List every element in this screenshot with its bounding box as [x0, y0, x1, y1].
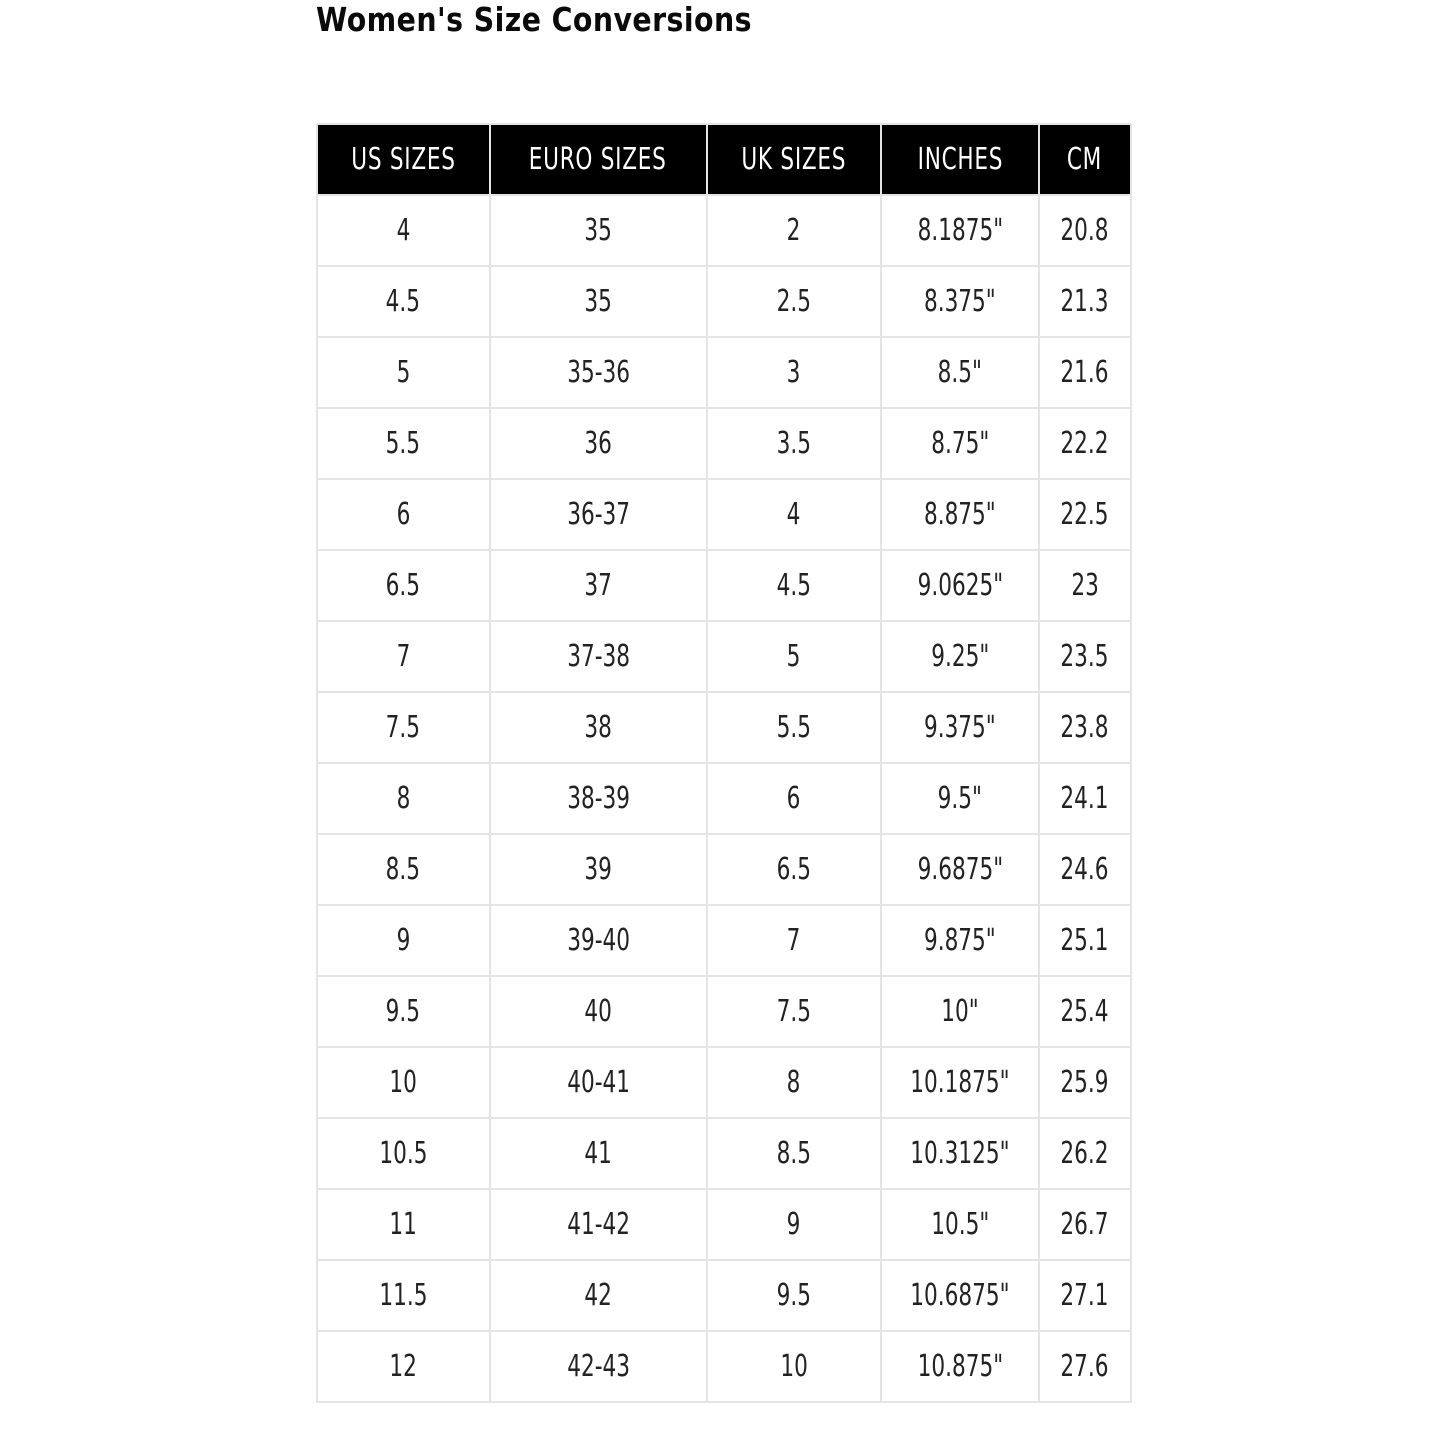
header-inches: INCHES — [881, 124, 1038, 195]
cell-value: 21.6 — [1060, 355, 1109, 390]
cell-uk-size — [707, 976, 882, 1047]
cell-inches — [881, 479, 1038, 550]
cell-value: 12 — [389, 1349, 418, 1384]
cell-euro-size — [490, 1118, 707, 1189]
cell-value: 37 — [584, 568, 612, 603]
table-row — [317, 1331, 1131, 1402]
cell-value: 8.875" — [924, 497, 996, 532]
cell-value: 35 — [584, 284, 612, 319]
cell-uk-size — [707, 905, 882, 976]
cell-value: 6 — [787, 781, 801, 816]
cell-cm — [1039, 1047, 1131, 1118]
cell-cm — [1039, 1189, 1131, 1260]
cell-cm — [1039, 195, 1131, 266]
cell-value: 23 — [1071, 568, 1099, 603]
cell-value: 4.5 — [386, 284, 421, 319]
cell-value: 11.5 — [379, 1278, 428, 1313]
cell-us-size — [317, 1118, 490, 1189]
cell-value: 41-42 — [566, 1207, 630, 1242]
cell-value: 36 — [584, 426, 612, 461]
cell-value: 22.5 — [1060, 497, 1109, 532]
cell-cm — [1039, 1260, 1131, 1331]
cell-uk-size — [707, 692, 882, 763]
cell-value: 6.5 — [386, 568, 421, 603]
cell-euro-size — [490, 1260, 707, 1331]
cell-value: 9.6875" — [917, 852, 1003, 887]
header-us-sizes: US SIZES — [317, 124, 490, 195]
cell-value: 8.5 — [776, 1136, 812, 1171]
cell-inches — [881, 834, 1038, 905]
cell-cm — [1039, 337, 1131, 408]
table-row — [317, 1189, 1131, 1260]
cell-us-size — [317, 408, 490, 479]
cell-value: 41 — [584, 1136, 612, 1171]
table-row — [317, 976, 1131, 1047]
cell-value: 20.8 — [1060, 213, 1109, 248]
cell-cm — [1039, 834, 1131, 905]
cell-us-size — [317, 1331, 490, 1402]
cell-us-size — [317, 905, 490, 976]
cell-inches — [881, 337, 1038, 408]
cell-value: 4 — [787, 497, 801, 532]
cell-uk-size — [707, 408, 882, 479]
table-row — [317, 1260, 1131, 1331]
cell-us-size — [317, 1047, 490, 1118]
cell-euro-size — [490, 1189, 707, 1260]
cell-value: 11 — [389, 1207, 418, 1242]
cell-uk-size — [707, 1189, 882, 1260]
cell-us-size — [317, 763, 490, 834]
table-row — [317, 550, 1131, 621]
cell-value: 23.8 — [1060, 710, 1109, 745]
cell-us-size — [317, 834, 490, 905]
cell-cm — [1039, 905, 1131, 976]
cell-euro-size — [490, 1047, 707, 1118]
cell-value: 9.25" — [930, 639, 989, 674]
cell-uk-size — [707, 1331, 882, 1402]
cell-inches — [881, 1331, 1038, 1402]
cell-cm — [1039, 408, 1131, 479]
cell-inches — [881, 550, 1038, 621]
cell-euro-size — [490, 408, 707, 479]
cell-value: 6.5 — [776, 852, 812, 887]
cell-value: 7 — [396, 639, 411, 674]
cell-value: 36-37 — [566, 497, 630, 532]
table-row — [317, 1047, 1131, 1118]
cell-uk-size — [707, 337, 882, 408]
cell-value: 6 — [396, 497, 411, 532]
cell-value: 10 — [389, 1065, 418, 1100]
table-row — [317, 1118, 1131, 1189]
cell-value: 27.6 — [1060, 1349, 1109, 1384]
cell-value: 10" — [941, 994, 979, 1029]
cell-us-size — [317, 195, 490, 266]
cell-value: 8.5" — [937, 355, 983, 390]
header-cm: CM — [1039, 124, 1131, 195]
cell-inches — [881, 621, 1038, 692]
header-uk-sizes: UK SIZES — [707, 124, 882, 195]
page-title: Women's Size Conversions — [316, 0, 752, 39]
cell-value: 25.9 — [1060, 1065, 1109, 1100]
size-conversion-table — [316, 123, 1132, 1403]
cell-euro-size — [490, 195, 707, 266]
cell-value: 21.3 — [1060, 284, 1109, 319]
cell-euro-size — [490, 692, 707, 763]
cell-value: 10.875" — [917, 1349, 1003, 1384]
cell-inches — [881, 763, 1038, 834]
cell-cm — [1039, 621, 1131, 692]
cell-us-size — [317, 1189, 490, 1260]
cell-us-size — [317, 1260, 490, 1331]
cell-euro-size — [490, 763, 707, 834]
cell-euro-size — [490, 1331, 707, 1402]
cell-value: 35 — [584, 213, 612, 248]
cell-value: 5 — [396, 355, 411, 390]
cell-value: 7 — [787, 923, 801, 958]
cell-uk-size — [707, 550, 882, 621]
cell-value: 4.5 — [776, 568, 812, 603]
cell-cm — [1039, 763, 1131, 834]
cell-value: 8.5 — [386, 852, 421, 887]
cell-value: 8.1875" — [917, 213, 1003, 248]
cell-value: 24.6 — [1060, 852, 1109, 887]
cell-value: 5.5 — [386, 426, 421, 461]
cell-us-size — [317, 266, 490, 337]
cell-value: 38-39 — [566, 781, 630, 816]
table-row — [317, 763, 1131, 834]
table-row — [317, 408, 1131, 479]
cell-inches — [881, 905, 1038, 976]
cell-value: 9.375" — [924, 710, 996, 745]
table-row — [317, 621, 1131, 692]
cell-value: 9.5 — [776, 1278, 812, 1313]
cell-euro-size — [490, 479, 707, 550]
cell-value: 9.5 — [386, 994, 421, 1029]
cell-value: 9.5" — [937, 781, 983, 816]
table-body — [317, 195, 1131, 1402]
table-row — [317, 479, 1131, 550]
cell-inches — [881, 266, 1038, 337]
cell-value: 42-43 — [566, 1349, 630, 1384]
cell-value: 9 — [787, 1207, 801, 1242]
cell-euro-size — [490, 550, 707, 621]
header-euro-sizes: EURO SIZES — [490, 124, 707, 195]
cell-uk-size — [707, 621, 882, 692]
cell-euro-size — [490, 266, 707, 337]
cell-value: 10.5" — [930, 1207, 989, 1242]
cell-cm — [1039, 479, 1131, 550]
cell-uk-size — [707, 1260, 882, 1331]
cell-value: 10.1875" — [910, 1065, 1010, 1100]
cell-uk-size — [707, 1118, 882, 1189]
cell-value: 9 — [396, 923, 411, 958]
table-header-row — [317, 124, 1131, 195]
cell-value: 38 — [584, 710, 612, 745]
cell-value: 4 — [396, 213, 411, 248]
table-row — [317, 692, 1131, 763]
cell-value: 39-40 — [566, 923, 630, 958]
cell-value: 3.5 — [776, 426, 812, 461]
cell-value: 8.75" — [930, 426, 989, 461]
cell-value: 9.875" — [924, 923, 996, 958]
cell-value: 7.5 — [776, 994, 812, 1029]
cell-inches — [881, 976, 1038, 1047]
cell-cm — [1039, 550, 1131, 621]
cell-value: 40 — [584, 994, 612, 1029]
cell-value: 10.6875" — [910, 1278, 1010, 1313]
cell-us-size — [317, 692, 490, 763]
cell-cm — [1039, 1118, 1131, 1189]
cell-value: 8.375" — [924, 284, 996, 319]
cell-inches — [881, 195, 1038, 266]
table-row — [317, 337, 1131, 408]
cell-cm — [1039, 692, 1131, 763]
cell-value: 42 — [584, 1278, 612, 1313]
table-row — [317, 266, 1131, 337]
cell-uk-size — [707, 195, 882, 266]
cell-value: 3 — [787, 355, 801, 390]
cell-value: 9.0625" — [917, 568, 1003, 603]
cell-value: 23.5 — [1060, 639, 1109, 674]
cell-value: 25.4 — [1060, 994, 1109, 1029]
cell-uk-size — [707, 834, 882, 905]
cell-cm — [1039, 976, 1131, 1047]
cell-value: 24.1 — [1060, 781, 1109, 816]
cell-value: 5 — [787, 639, 801, 674]
cell-euro-size — [490, 621, 707, 692]
table-row — [317, 834, 1131, 905]
cell-value: 25.1 — [1060, 923, 1109, 958]
cell-inches — [881, 408, 1038, 479]
cell-value: 26.2 — [1060, 1136, 1109, 1171]
cell-value: 10.5 — [379, 1136, 428, 1171]
cell-us-size — [317, 621, 490, 692]
cell-uk-size — [707, 763, 882, 834]
cell-value: 26.7 — [1060, 1207, 1109, 1242]
cell-euro-size — [490, 976, 707, 1047]
cell-value: 10.3125" — [910, 1136, 1010, 1171]
cell-value: 8 — [787, 1065, 801, 1100]
cell-uk-size — [707, 266, 882, 337]
cell-us-size — [317, 337, 490, 408]
cell-value: 40-41 — [566, 1065, 630, 1100]
cell-value: 22.2 — [1060, 426, 1109, 461]
cell-cm — [1039, 266, 1131, 337]
cell-us-size — [317, 550, 490, 621]
cell-value: 37-38 — [566, 639, 630, 674]
cell-value: 7.5 — [386, 710, 421, 745]
cell-uk-size — [707, 1047, 882, 1118]
cell-inches — [881, 1260, 1038, 1331]
cell-value: 39 — [584, 852, 612, 887]
cell-value: 10 — [780, 1349, 808, 1384]
cell-inches — [881, 1047, 1038, 1118]
cell-uk-size — [707, 479, 882, 550]
cell-value: 2 — [787, 213, 801, 248]
cell-us-size — [317, 479, 490, 550]
cell-euro-size — [490, 834, 707, 905]
cell-euro-size — [490, 905, 707, 976]
cell-value: 27.1 — [1060, 1278, 1109, 1313]
cell-inches — [881, 1189, 1038, 1260]
table-row — [317, 195, 1131, 266]
cell-value: 2.5 — [776, 284, 812, 319]
cell-us-size — [317, 976, 490, 1047]
cell-value: 5.5 — [776, 710, 812, 745]
cell-cm — [1039, 1331, 1131, 1402]
table-row — [317, 905, 1131, 976]
cell-value: 8 — [396, 781, 411, 816]
cell-value: 35-36 — [566, 355, 630, 390]
cell-inches — [881, 1118, 1038, 1189]
cell-inches — [881, 692, 1038, 763]
cell-euro-size — [490, 337, 707, 408]
